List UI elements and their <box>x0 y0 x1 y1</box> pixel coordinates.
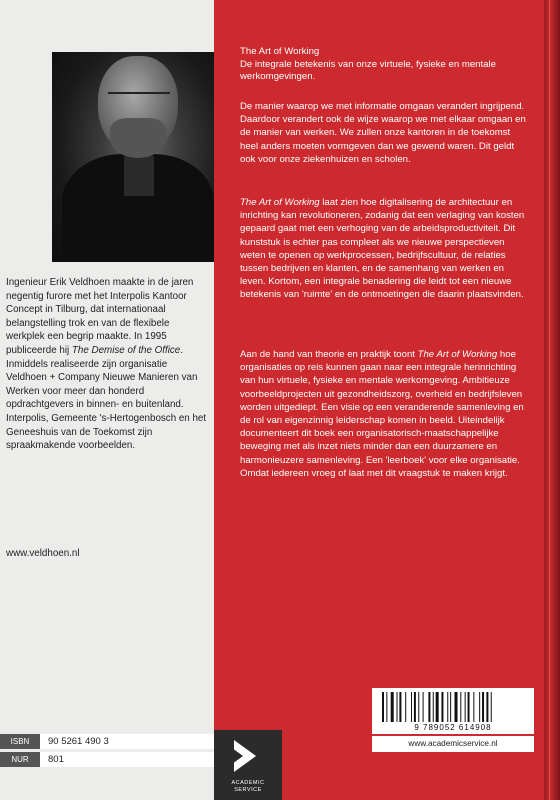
bio-book-title: The Demise of the Office <box>71 344 181 356</box>
isbn-value: 90 5261 490 3 <box>40 734 214 749</box>
logo-text-2: SERVICE <box>234 786 262 793</box>
bio-text-2: . Inmiddels realiseerde zijn organisatie Veldhoen + Company Nieuwe Manieren van Werken voor meer dan honderd opdrachtgevers in binnen- en buitenland. Interpolis, Gemeente 's-Hertogenbosch en het Geneeshuis van de Toekomst zijn spraakmakende voorbeelden. <box>6 344 207 452</box>
book-spine-edge <box>544 0 560 800</box>
spine-highlight <box>549 0 550 800</box>
bio-text-1: Ingenieur Erik Veldhoen maakte in de jaren negentig furore met het Interpolis Kantoor Concept in Tilburg, dat internationaal belangstelling trok en van de flexibele werkplek een begrip maakte. In 1995 publiceerde hij <box>6 277 194 356</box>
barcode-bars <box>382 692 524 722</box>
logo-text-1: ACADEMIC <box>231 780 265 786</box>
paragraph-3 <box>240 348 526 480</box>
book-title: The Art of Working <box>240 46 320 57</box>
paragraph-2-text: laat zien hoe digitalisering de architectuur en inrichting kan revolutioneren, zodanig dat een verlaging van kosten gepaard gaat met een verhoging van de arbeidsproductiviteit. Dit kunststuk is echter pas compleet als we nieuwe perspectieven weten te openen op werkprocessen, bedrijfscultuur, de relaties tussen bedrijven en klanten, en de samenhang van werken en leven. Kortom, een integrale benadering die leidt tot een nieuwe betekenis van 'ruimte' en de ontmoetingen die daarin plaatsvinden. <box>240 197 525 301</box>
photo-beard <box>110 118 166 158</box>
paragraph-3-text: hoe organisaties op reis kunnen gaan naar een integrale herinrichting van hun virtuele, fysieke en mentale werkomgeving. Ambitieuze voorbeeldprojecten uit gezondheidszorg, overheid en bedrijfsleven worden uitgediept. Een visie op een veranderende samenleving en de rol van eigenzinnig leiderschap komen in beeld. Uiteindelijk documenteert dit boek een organisatorisch-maatschappelijke beweging met als inzet niets minder dan een duurzamere en harmonieuzere samenleving. Een 'leerboek' voor elke organisatie. Omdat iedereen vroeg of laat met dit vraagstuk te maken krijgt. <box>240 349 524 479</box>
paragraph-3-title: The Art of Working <box>417 349 498 360</box>
publisher-url[interactable]: www.academicservice.nl <box>372 736 534 752</box>
paragraph-2-title: The Art of Working <box>240 197 320 208</box>
isbn-label: ISBN <box>0 734 40 749</box>
paragraph-2 <box>240 196 526 302</box>
barcode-number: 9 789052 614908 <box>414 723 492 732</box>
arrow-inner-icon <box>232 748 243 764</box>
paragraph-3-lead: Aan de hand van theorie en praktijk toont <box>240 349 418 360</box>
barcode <box>372 688 534 734</box>
isbn-block <box>0 734 214 770</box>
nur-label: NUR <box>0 752 40 767</box>
photo-glasses <box>108 92 170 108</box>
book-subtitle: De integrale betekenis van onze virtuele, fysieke en mentale werkomgevingen. <box>240 58 496 83</box>
paragraph-1: De manier waarop we met informatie omgaan verandert ingrijpend. Daardoor verandert ook de wijze waarop we met elkaar omgaan en de manier van werken. We zullen onze kantoren in de toekomst heel anders moeten vormgeven dan we gewend waren. Dit geldt ook voor onze ziekenhuizen en scholen. <box>240 101 526 165</box>
publisher-logo <box>214 730 282 800</box>
author-bio <box>6 276 210 453</box>
photo-collar <box>124 156 154 196</box>
publisher-logo-text <box>214 780 282 793</box>
author-photo <box>52 52 214 262</box>
nur-value: 801 <box>40 752 214 767</box>
left-panel <box>0 0 214 800</box>
book-title-block <box>240 46 530 84</box>
author-website[interactable]: www.veldhoen.nl <box>6 548 80 559</box>
